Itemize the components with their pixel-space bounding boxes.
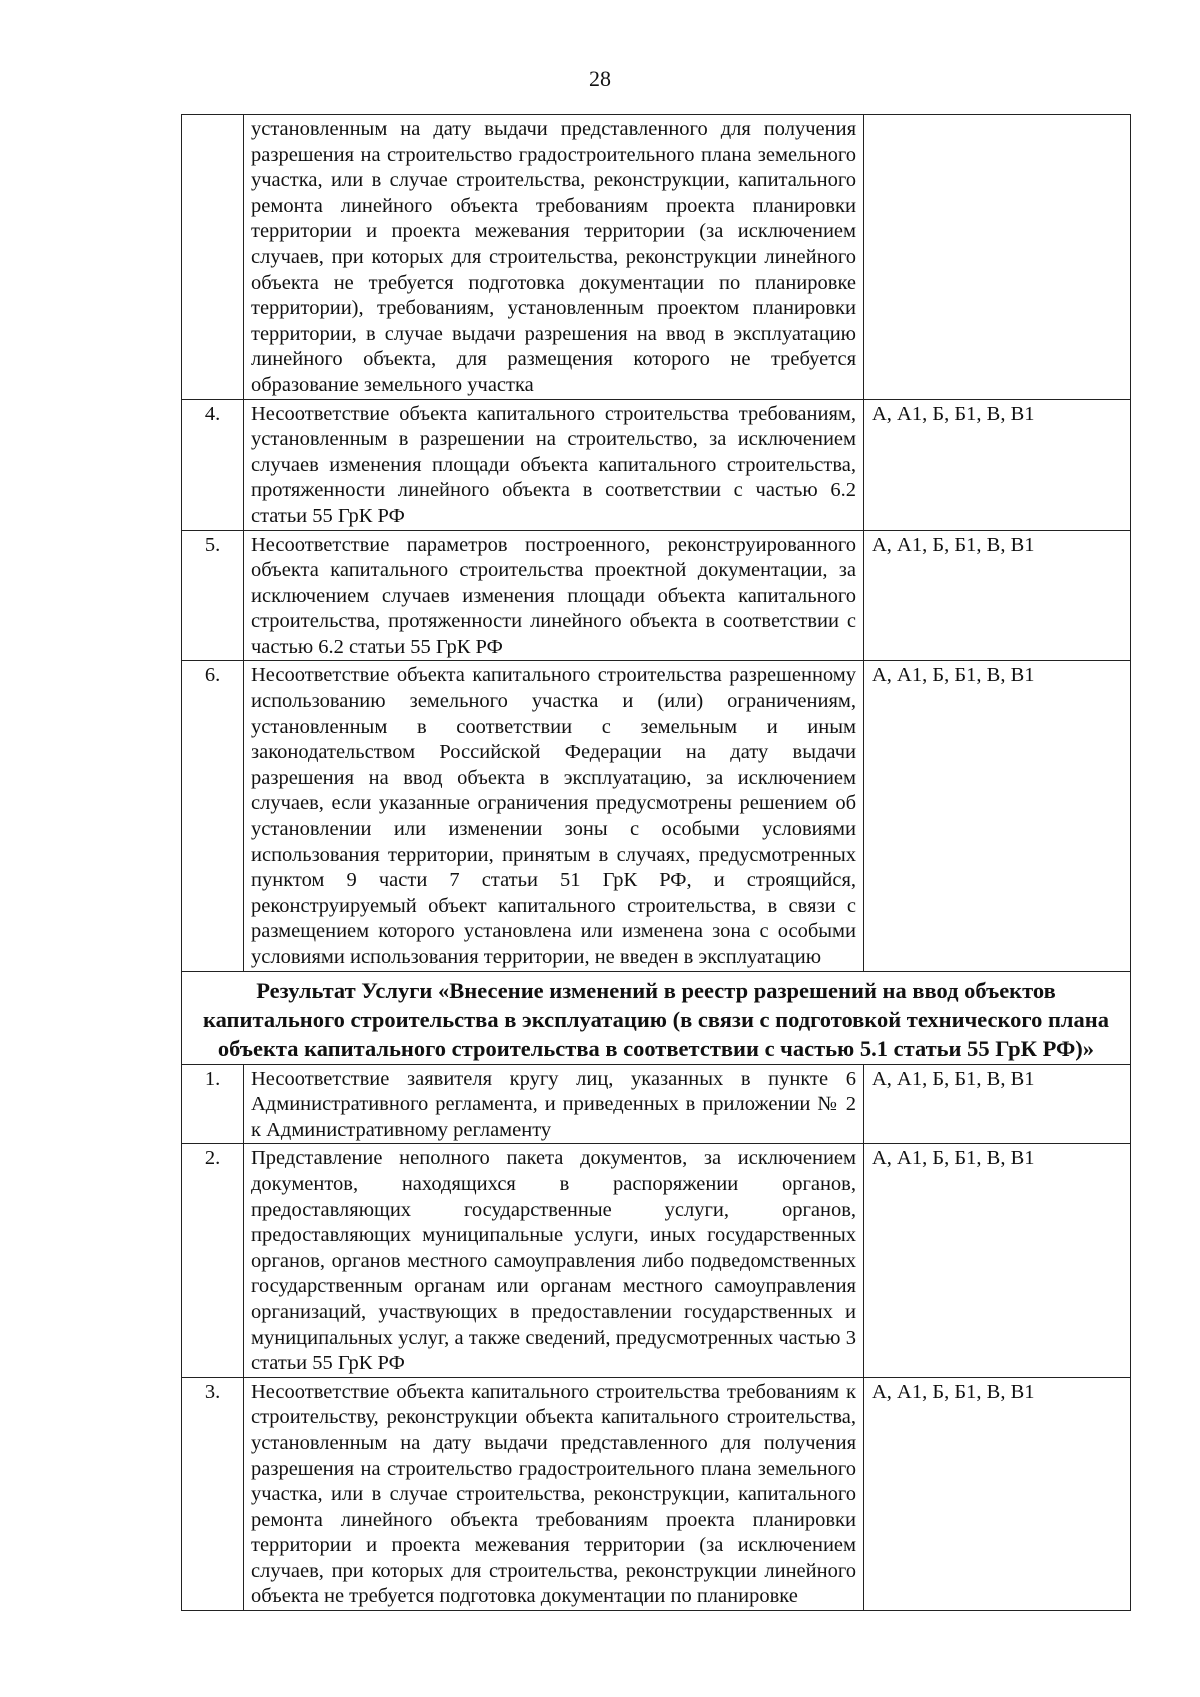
row-number: 3. bbox=[182, 1377, 244, 1610]
row-text: Несоответствие заявителя кругу лиц, указанных в пункте 6 Административного регламента, и приведенных в приложении № 2 к Административному регламенту bbox=[244, 1064, 864, 1144]
row-number: 4. bbox=[182, 399, 244, 530]
row-codes: А, А1, Б, Б1, В, В1 bbox=[864, 661, 1131, 971]
row-codes: А, А1, Б, Б1, В, В1 bbox=[864, 530, 1131, 661]
row-number bbox=[182, 115, 244, 400]
row-number: 1. bbox=[182, 1064, 244, 1144]
table-row bbox=[182, 1064, 1131, 1144]
row-text: Несоответствие объекта капитального строительства требованиям, установленным в разрешении на строительство, за исключением случаев изменения площади объекта капитального строительства, протяженности линейного объекта в соответствии с частью 6.2 статьи 55 ГрК РФ bbox=[244, 399, 864, 530]
row-text: установленным на дату выдачи представленного для получения разрешения на строительство градостроительного плана земельного участка, или в случае строительства, реконструкции, капитального ремонта линейного объекта требованиям проекта планировки территории и проекта межевания территории (за исключением случаев, при которых для строительства, реконструкции линейного объекта не требуется подготовка документации по планировке территории), требованиям, установленным проектом планировки территории, в случае выдачи разрешения на ввод в эксплуатацию линейного объекта, для размещения которого не требуется образование земельного участка bbox=[244, 115, 864, 400]
row-text: Несоответствие объекта капитального строительства требованиям к строительству, реконструкции объекта капитального строительства, установленным на дату выдачи представленного для получения разрешения на строительство градостроительного плана земельного участка, или в случае строительства, реконструкции, капитального ремонта линейного объекта требованиям проекта планировки территории и проекта межевания территории (за исключением случаев, при которых для строительства, реконструкции линейного объекта не требуется подготовка документации по планировке bbox=[244, 1377, 864, 1610]
row-text: Несоответствие объекта капитального строительства разрешенному использованию земельного участка и (или) ограничениям, установленным в соответствии с земельным и иным законодательством Российской Федерации на дату выдачи разрешения на ввод объекта в эксплуатацию, за исключением случаев, если указанные ограничения предусмотрены решением об установлении или изменении зоны с особыми условиями использования территории, принятым в случаях, предусмотренных пунктом 9 части 7 статьи 51 ГрК РФ, и строящийся, реконструируемый объект капитального строительства, в связи с размещением которого установлена или изменена зона с особыми условиями использования территории, не введен в эксплуатацию bbox=[244, 661, 864, 971]
row-codes: А, А1, Б, Б1, В, В1 bbox=[864, 1144, 1131, 1377]
row-number: 5. bbox=[182, 530, 244, 661]
table-row bbox=[182, 399, 1131, 530]
table-row bbox=[182, 115, 1131, 400]
table-row bbox=[182, 1377, 1131, 1610]
table-row bbox=[182, 1144, 1131, 1377]
row-text: Несоответствие параметров построенного, реконструированного объекта капитального строительства проектной документации, за исключением случаев изменения площади объекта капитального строительства, протяженности линейного объекта в соответствии с частью 6.2 статьи 55 ГрК РФ bbox=[244, 530, 864, 661]
row-number: 6. bbox=[182, 661, 244, 971]
page-number: 28 bbox=[589, 66, 611, 91]
grounds-table bbox=[181, 114, 1131, 1611]
table-row bbox=[182, 530, 1131, 661]
row-text: Представление неполного пакета документов, за исключением документов, находящихся в распоряжении органов, предоставляющих государственные услуги, органов, предоставляющих муниципальные услуги, иных государственных органов, органов местного самоуправления либо подведомственных государственным органам или органам местного самоуправления организаций, участвующих в предоставлении государственных и муниципальных услуг, а также сведений, предусмотренных частью 3 статьи 55 ГрК РФ bbox=[244, 1144, 864, 1377]
section-heading-row bbox=[182, 971, 1131, 1064]
row-codes: А, А1, Б, Б1, В, В1 bbox=[864, 1064, 1131, 1144]
row-codes: А, А1, Б, Б1, В, В1 bbox=[864, 399, 1131, 530]
row-codes bbox=[864, 115, 1131, 400]
row-number: 2. bbox=[182, 1144, 244, 1377]
table-row bbox=[182, 661, 1131, 971]
row-codes: А, А1, Б, Б1, В, В1 bbox=[864, 1377, 1131, 1610]
section-heading: Результат Услуги «Внесение изменений в реестр разрешений на ввод объектов капитального строительства в эксплуатацию (в связи с подготовкой технического плана объекта капитального строительства в соответствии с частью 5.1 статьи 55 ГрК РФ)» bbox=[182, 971, 1131, 1064]
